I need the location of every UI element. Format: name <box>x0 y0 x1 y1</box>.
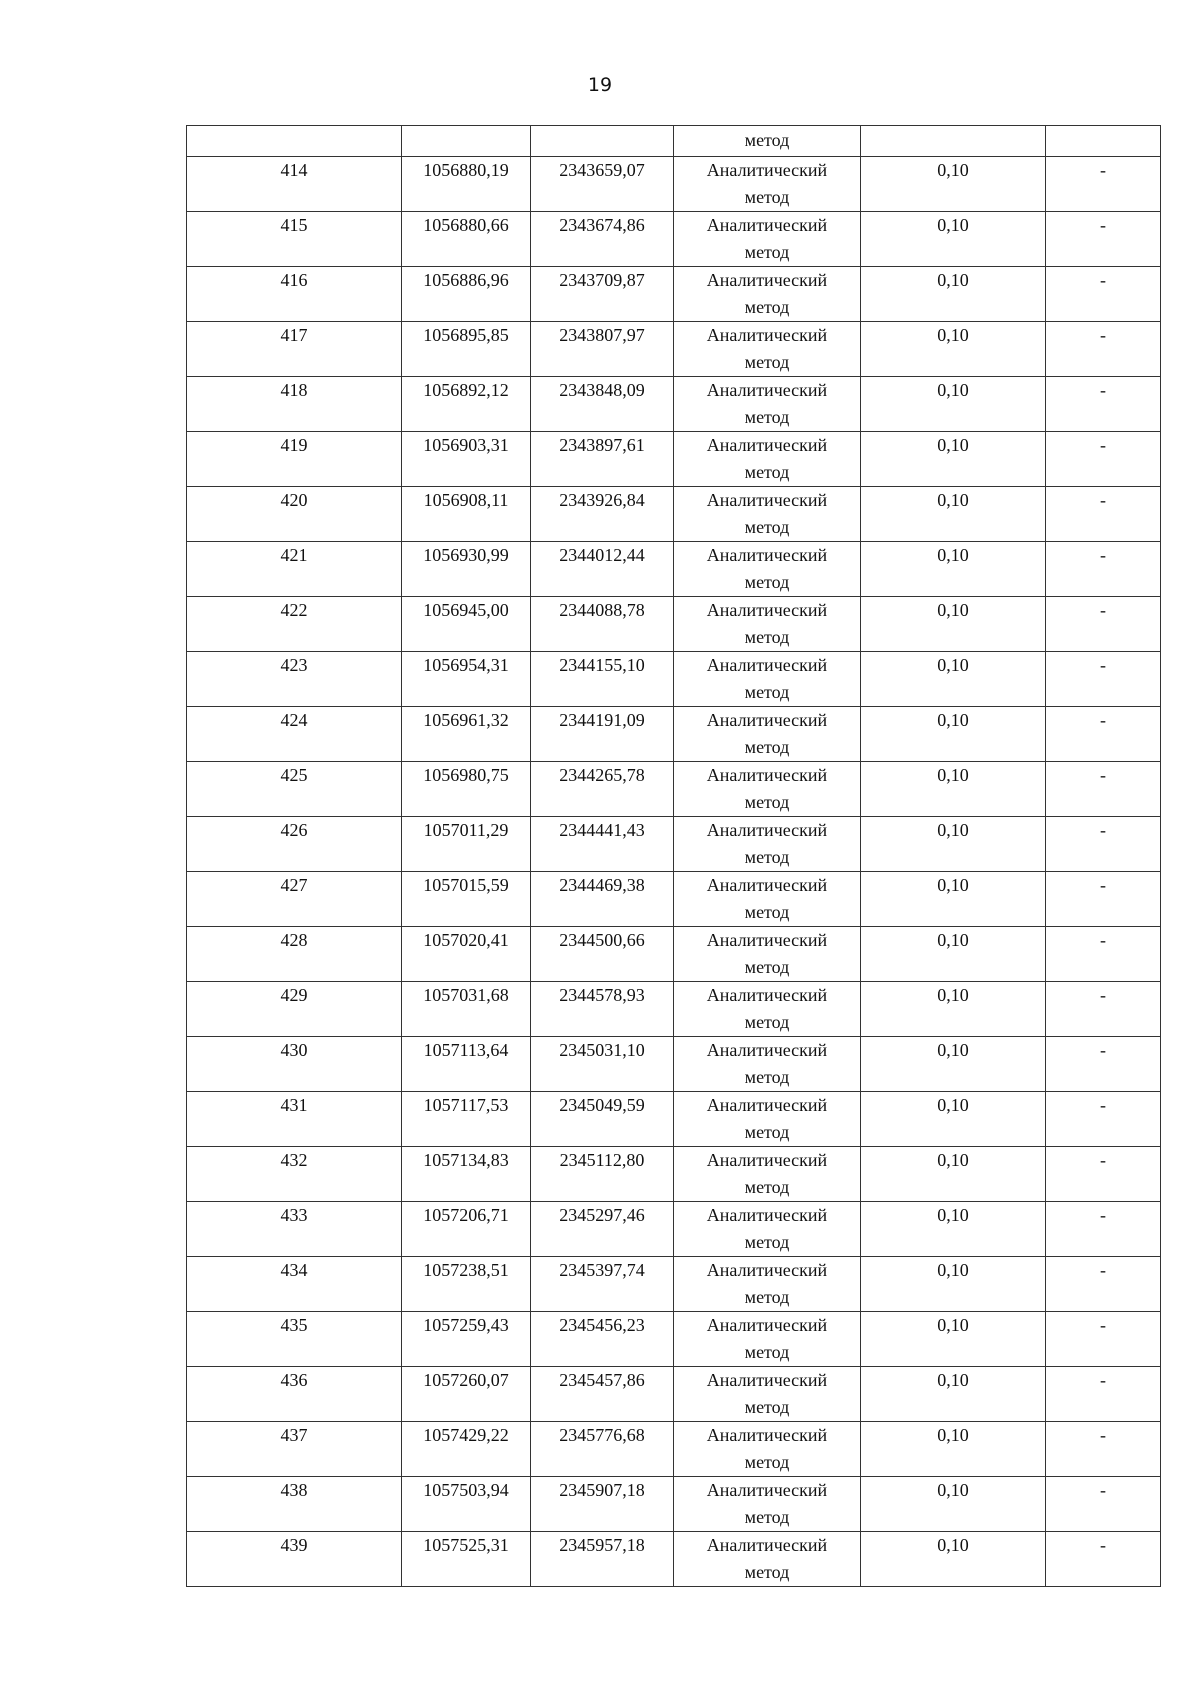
table-row <box>187 542 1161 597</box>
cell-x-coordinate: 1057206,71 <box>402 1202 531 1257</box>
cell-note: - <box>1046 267 1161 322</box>
cell-precision: 0,10 <box>861 1312 1046 1367</box>
cell-note: - <box>1046 872 1161 927</box>
cell-precision: 0,10 <box>861 1092 1046 1147</box>
method-line-2: метод <box>744 1067 790 1087</box>
method-line-2: метод <box>744 1287 790 1307</box>
cell-y-coordinate: 2345457,86 <box>531 1367 674 1422</box>
cell-point-number: 417 <box>187 322 402 377</box>
method-line-1: Аналитический <box>706 765 828 785</box>
method-line-1: Аналитический <box>706 1260 828 1280</box>
method-line-1: Аналитический <box>706 820 828 840</box>
cell-precision: 0,10 <box>861 322 1046 377</box>
cell-method <box>674 872 861 927</box>
cell-y-coordinate: 2344012,44 <box>531 542 674 597</box>
method-line-1: Аналитический <box>706 380 828 400</box>
cell-method <box>674 707 861 762</box>
method-line-1: Аналитический <box>706 1370 828 1390</box>
cell-x-coordinate: 1056930,99 <box>402 542 531 597</box>
cell-precision: 0,10 <box>861 157 1046 212</box>
coordinates-table <box>186 125 1161 1587</box>
cell-method <box>674 1367 861 1422</box>
cell-point-number: 414 <box>187 157 402 212</box>
cell-y-coordinate: 2345112,80 <box>531 1147 674 1202</box>
cell-point-number: 435 <box>187 1312 402 1367</box>
cell-x-coordinate: 1056895,85 <box>402 322 531 377</box>
method-line-1: Аналитический <box>706 985 828 1005</box>
method-line-2: метод <box>744 407 790 427</box>
cell-method <box>674 377 861 432</box>
cell-y-coordinate: 2343659,07 <box>531 157 674 212</box>
method-line-1: Аналитический <box>706 545 828 565</box>
cell-method <box>674 817 861 872</box>
cell-y-coordinate: 2344578,93 <box>531 982 674 1037</box>
cell-y-coordinate: 2343674,86 <box>531 212 674 267</box>
method-line-1: Аналитический <box>706 1425 828 1445</box>
cell-x-coordinate: 1057503,94 <box>402 1477 531 1532</box>
cell-x-coordinate: 1057238,51 <box>402 1257 531 1312</box>
cell-precision <box>861 126 1046 157</box>
method-line-1: Аналитический <box>706 270 828 290</box>
method-line-2: метод <box>744 297 790 317</box>
cell-method <box>674 762 861 817</box>
cell-method <box>674 267 861 322</box>
method-line-1: Аналитический <box>706 325 828 345</box>
method-line-2: метод <box>744 902 790 922</box>
method-line-1: Аналитический <box>706 1040 828 1060</box>
table-row <box>187 872 1161 927</box>
cell-point-number: 431 <box>187 1092 402 1147</box>
cell-method <box>674 1532 861 1587</box>
cell-note: - <box>1046 1422 1161 1477</box>
page-number: 19 <box>587 74 613 96</box>
cell-precision: 0,10 <box>861 1532 1046 1587</box>
table-row <box>187 1312 1161 1367</box>
cell-method <box>674 542 861 597</box>
cell-method <box>674 597 861 652</box>
table-row <box>187 377 1161 432</box>
cell-method <box>674 927 861 982</box>
cell-point-number: 438 <box>187 1477 402 1532</box>
method-line-2: метод <box>744 1452 790 1472</box>
cell-point-number: 437 <box>187 1422 402 1477</box>
cell-method <box>674 487 861 542</box>
cell-y-coordinate: 2344088,78 <box>531 597 674 652</box>
cell-note: - <box>1046 1202 1161 1257</box>
cell-point-number: 420 <box>187 487 402 542</box>
cell-method <box>674 1257 861 1312</box>
cell-point-number: 418 <box>187 377 402 432</box>
cell-note: - <box>1046 157 1161 212</box>
method-line-1: Аналитический <box>706 1535 828 1555</box>
table-row <box>187 1202 1161 1257</box>
cell-note: - <box>1046 597 1161 652</box>
cell-y-coordinate: 2344155,10 <box>531 652 674 707</box>
table-row <box>187 212 1161 267</box>
cell-note: - <box>1046 1257 1161 1312</box>
cell-point-number: 433 <box>187 1202 402 1257</box>
cell-note: - <box>1046 1367 1161 1422</box>
cell-note: - <box>1046 1092 1161 1147</box>
method-line-1: Аналитический <box>706 930 828 950</box>
cell-x-coordinate: 1056903,31 <box>402 432 531 487</box>
method-line-2: метод <box>744 242 790 262</box>
cell-method <box>674 982 861 1037</box>
cell-note: - <box>1046 1147 1161 1202</box>
cell-point-number: 415 <box>187 212 402 267</box>
cell-note <box>1046 126 1161 157</box>
cell-method <box>674 212 861 267</box>
method-line-1: Аналитический <box>706 160 828 180</box>
cell-note: - <box>1046 817 1161 872</box>
method-line-1: Аналитический <box>706 490 828 510</box>
cell-y-coordinate: 2345297,46 <box>531 1202 674 1257</box>
table-row <box>187 432 1161 487</box>
method-line-2: метод <box>744 1012 790 1032</box>
cell-x-coordinate: 1056880,19 <box>402 157 531 212</box>
cell-point-number: 429 <box>187 982 402 1037</box>
method-line-2: метод <box>744 1232 790 1252</box>
cell-method <box>674 1147 861 1202</box>
method-line-2: метод <box>744 1342 790 1362</box>
cell-method: метод <box>674 126 861 157</box>
cell-point-number: 426 <box>187 817 402 872</box>
method-line-2: метод <box>744 1397 790 1417</box>
cell-note: - <box>1046 377 1161 432</box>
cell-y-coordinate: 2343848,09 <box>531 377 674 432</box>
cell-note: - <box>1046 322 1161 377</box>
cell-note: - <box>1046 927 1161 982</box>
method-line-1: Аналитический <box>706 215 828 235</box>
cell-note: - <box>1046 542 1161 597</box>
method-line-2: метод <box>744 737 790 757</box>
cell-precision: 0,10 <box>861 652 1046 707</box>
cell-x-coordinate: 1057260,07 <box>402 1367 531 1422</box>
cell-x-coordinate: 1056892,12 <box>402 377 531 432</box>
cell-x-coordinate: 1057113,64 <box>402 1037 531 1092</box>
coordinates-table-body <box>187 126 1161 1587</box>
table-row <box>187 1532 1161 1587</box>
cell-x-coordinate: 1056980,75 <box>402 762 531 817</box>
cell-y-coordinate: 2344265,78 <box>531 762 674 817</box>
cell-point-number: 416 <box>187 267 402 322</box>
cell-precision: 0,10 <box>861 212 1046 267</box>
method-line-2: метод <box>744 1507 790 1527</box>
cell-method <box>674 1037 861 1092</box>
cell-x-coordinate: 1056886,96 <box>402 267 531 322</box>
cell-x-coordinate: 1057429,22 <box>402 1422 531 1477</box>
table-row <box>187 927 1161 982</box>
cell-point-number: 434 <box>187 1257 402 1312</box>
cell-method <box>674 432 861 487</box>
method-line-2: метод <box>744 1177 790 1197</box>
method-line-2: метод <box>744 1562 790 1582</box>
cell-precision: 0,10 <box>861 597 1046 652</box>
table-row <box>187 267 1161 322</box>
cell-x-coordinate <box>402 126 531 157</box>
cell-point-number <box>187 126 402 157</box>
table-row <box>187 707 1161 762</box>
table-row <box>187 652 1161 707</box>
cell-method <box>674 652 861 707</box>
cell-precision: 0,10 <box>861 1257 1046 1312</box>
cell-x-coordinate: 1057011,29 <box>402 817 531 872</box>
method-line-2: метод <box>744 847 790 867</box>
cell-precision: 0,10 <box>861 542 1046 597</box>
method-line-2: метод <box>744 572 790 592</box>
method-line-2: метод <box>744 1122 790 1142</box>
table-row <box>187 157 1161 212</box>
cell-y-coordinate: 2343709,87 <box>531 267 674 322</box>
cell-x-coordinate: 1056954,31 <box>402 652 531 707</box>
table-row <box>187 487 1161 542</box>
cell-note: - <box>1046 1037 1161 1092</box>
continuation-row <box>187 126 1161 157</box>
cell-note: - <box>1046 432 1161 487</box>
cell-point-number: 422 <box>187 597 402 652</box>
cell-precision: 0,10 <box>861 872 1046 927</box>
cell-y-coordinate <box>531 126 674 157</box>
method-line-1: Аналитический <box>706 1205 828 1225</box>
cell-note: - <box>1046 652 1161 707</box>
method-line-1: Аналитический <box>706 1095 828 1115</box>
cell-method <box>674 157 861 212</box>
cell-point-number: 427 <box>187 872 402 927</box>
cell-point-number: 432 <box>187 1147 402 1202</box>
cell-method <box>674 1092 861 1147</box>
cell-precision: 0,10 <box>861 982 1046 1037</box>
cell-precision: 0,10 <box>861 1037 1046 1092</box>
cell-y-coordinate: 2344500,66 <box>531 927 674 982</box>
method-line-2: метод <box>744 682 790 702</box>
cell-point-number: 419 <box>187 432 402 487</box>
cell-point-number: 439 <box>187 1532 402 1587</box>
cell-x-coordinate: 1057134,83 <box>402 1147 531 1202</box>
cell-y-coordinate: 2345776,68 <box>531 1422 674 1477</box>
cell-y-coordinate: 2345957,18 <box>531 1532 674 1587</box>
cell-precision: 0,10 <box>861 487 1046 542</box>
cell-precision: 0,10 <box>861 1202 1046 1257</box>
cell-x-coordinate: 1056880,66 <box>402 212 531 267</box>
cell-note: - <box>1046 1312 1161 1367</box>
cell-y-coordinate: 2345031,10 <box>531 1037 674 1092</box>
cell-x-coordinate: 1057117,53 <box>402 1092 531 1147</box>
cell-y-coordinate: 2345907,18 <box>531 1477 674 1532</box>
cell-note: - <box>1046 487 1161 542</box>
table-row <box>187 762 1161 817</box>
table-row <box>187 597 1161 652</box>
cell-point-number: 424 <box>187 707 402 762</box>
cell-point-number: 428 <box>187 927 402 982</box>
table-row <box>187 1147 1161 1202</box>
cell-precision: 0,10 <box>861 1422 1046 1477</box>
cell-note: - <box>1046 212 1161 267</box>
cell-point-number: 436 <box>187 1367 402 1422</box>
cell-note: - <box>1046 762 1161 817</box>
method-line-1: Аналитический <box>706 435 828 455</box>
method-line-1: Аналитический <box>706 1480 828 1500</box>
method-line-1: Аналитический <box>706 600 828 620</box>
cell-point-number: 425 <box>187 762 402 817</box>
method-line-1: Аналитический <box>706 1150 828 1170</box>
method-line-1: Аналитический <box>706 1315 828 1335</box>
cell-y-coordinate: 2343807,97 <box>531 322 674 377</box>
method-line-2: метод <box>744 517 790 537</box>
cell-y-coordinate: 2344469,38 <box>531 872 674 927</box>
cell-note: - <box>1046 1477 1161 1532</box>
table-row <box>187 322 1161 377</box>
method-line-1: Аналитический <box>706 875 828 895</box>
table-row <box>187 1092 1161 1147</box>
cell-y-coordinate: 2345049,59 <box>531 1092 674 1147</box>
cell-y-coordinate: 2343926,84 <box>531 487 674 542</box>
table-row <box>187 1367 1161 1422</box>
cell-x-coordinate: 1056908,11 <box>402 487 531 542</box>
method-line-2: метод <box>744 957 790 977</box>
cell-precision: 0,10 <box>861 707 1046 762</box>
cell-y-coordinate: 2343897,61 <box>531 432 674 487</box>
cell-method <box>674 322 861 377</box>
cell-method <box>674 1312 861 1367</box>
cell-precision: 0,10 <box>861 927 1046 982</box>
table-row <box>187 817 1161 872</box>
cell-precision: 0,10 <box>861 1367 1046 1422</box>
method-line-2: метод <box>744 187 790 207</box>
method-line-1: Аналитический <box>706 710 828 730</box>
cell-precision: 0,10 <box>861 377 1046 432</box>
table-row <box>187 1422 1161 1477</box>
cell-y-coordinate: 2345397,74 <box>531 1257 674 1312</box>
method-line-2: метод <box>744 627 790 647</box>
cell-x-coordinate: 1056945,00 <box>402 597 531 652</box>
table-row <box>187 1477 1161 1532</box>
method-line-2: метод <box>744 352 790 372</box>
cell-note: - <box>1046 1532 1161 1587</box>
cell-precision: 0,10 <box>861 1147 1046 1202</box>
cell-x-coordinate: 1057015,59 <box>402 872 531 927</box>
method-line-2: метод <box>744 792 790 812</box>
table-row <box>187 982 1161 1037</box>
cell-x-coordinate: 1057525,31 <box>402 1532 531 1587</box>
cell-point-number: 421 <box>187 542 402 597</box>
cell-y-coordinate: 2345456,23 <box>531 1312 674 1367</box>
cell-point-number: 430 <box>187 1037 402 1092</box>
cell-precision: 0,10 <box>861 762 1046 817</box>
cell-note: - <box>1046 982 1161 1037</box>
cell-precision: 0,10 <box>861 817 1046 872</box>
table-row <box>187 1257 1161 1312</box>
cell-note: - <box>1046 707 1161 762</box>
table-row <box>187 1037 1161 1092</box>
cell-method <box>674 1477 861 1532</box>
method-line-1: Аналитический <box>706 655 828 675</box>
cell-method <box>674 1422 861 1477</box>
cell-y-coordinate: 2344441,43 <box>531 817 674 872</box>
cell-precision: 0,10 <box>861 267 1046 322</box>
cell-point-number: 423 <box>187 652 402 707</box>
cell-x-coordinate: 1057020,41 <box>402 927 531 982</box>
cell-x-coordinate: 1056961,32 <box>402 707 531 762</box>
method-line-2: метод <box>744 462 790 482</box>
cell-precision: 0,10 <box>861 1477 1046 1532</box>
cell-x-coordinate: 1057259,43 <box>402 1312 531 1367</box>
cell-x-coordinate: 1057031,68 <box>402 982 531 1037</box>
cell-method <box>674 1202 861 1257</box>
cell-precision: 0,10 <box>861 432 1046 487</box>
cell-y-coordinate: 2344191,09 <box>531 707 674 762</box>
